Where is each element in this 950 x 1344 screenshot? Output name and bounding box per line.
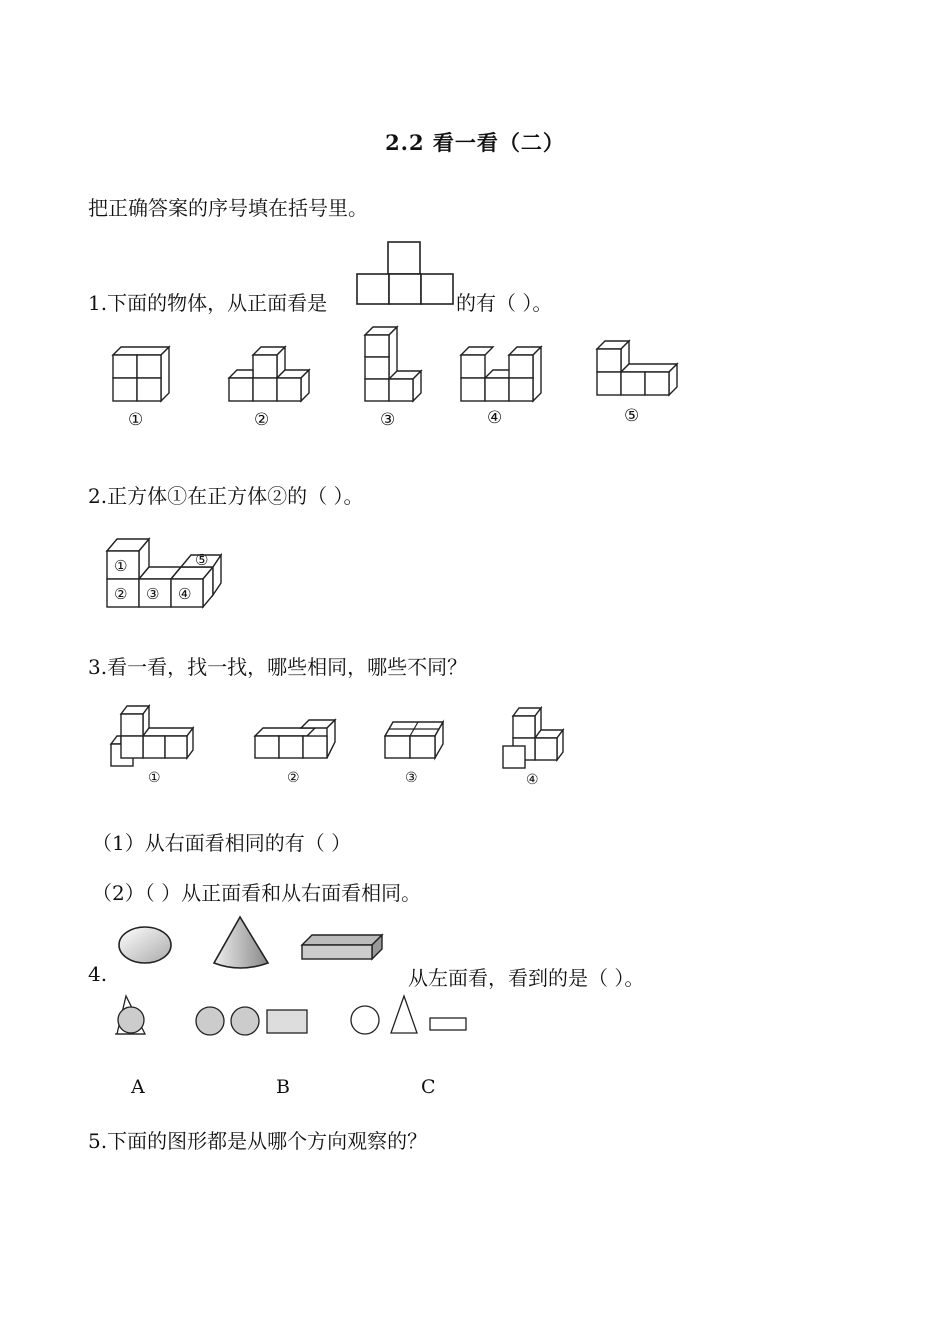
q1-suffix: 的有（ ）。 [456, 291, 553, 315]
q1-option-2-label: ② [254, 410, 270, 430]
q4-option-c-figure [351, 996, 466, 1034]
q1-front-view-figure [355, 240, 455, 306]
q4-sphere-icon [119, 927, 171, 963]
q4-options-figures [105, 990, 485, 1045]
q3-option-4-figure [503, 708, 563, 768]
q3-option-3-figure [385, 722, 443, 758]
q1-option-5-label: ⑤ [624, 406, 640, 426]
q4-prefix: 4. [88, 962, 108, 986]
q4-solids-figure [110, 915, 390, 975]
q1-options-figures [105, 325, 705, 435]
q3-sub1: （1）从右面看相同的有（ ） [92, 831, 352, 855]
q1-option-3-label: ③ [380, 410, 396, 430]
q4-option-a-figure [115, 996, 145, 1034]
q4-option-b-figure [196, 1007, 307, 1035]
q3-option-4-label: ④ [526, 772, 539, 788]
q1-option-1-figure [113, 347, 169, 401]
q3-option-2-figure [255, 720, 335, 758]
q3-options-figures [105, 700, 585, 775]
q2-cube-figure [103, 535, 233, 620]
q4-text: 从左面看，看到的是（ ）。 [408, 966, 645, 990]
q2-text: 2.正方体①在正方体②的（ ）。 [88, 484, 364, 508]
q3-option-3-label: ③ [405, 770, 418, 786]
q1-option-5-figure [597, 341, 677, 395]
q5-text: 5.下面的图形都是从哪个方向观察的？ [88, 1129, 428, 1153]
q3-option-1-figure [111, 706, 193, 766]
q4-option-b-label: B [276, 1076, 290, 1098]
q2-cube-label-1: ① [114, 557, 128, 575]
q3-text: 3.看一看，找一找，哪些相同，哪些不同？ [88, 655, 468, 679]
q4-option-a-label: A [131, 1076, 145, 1098]
q3-option-2-label: ② [287, 770, 300, 786]
q1-option-4-figure [461, 347, 541, 401]
q4-cone-icon [214, 917, 268, 968]
q1-option-1-label: ① [128, 410, 144, 430]
q4-box-icon [302, 935, 382, 959]
q2-cube-label-3: ③ [146, 585, 160, 603]
instruction: 把正确答案的序号填在括号里。 [88, 196, 368, 220]
q2-cube-label-4: ④ [178, 585, 192, 603]
q2-cube-label-2: ② [114, 585, 128, 603]
q1-prefix: 1.下面的物体，从正面看是 [88, 291, 328, 315]
q1-option-2-figure [229, 347, 309, 401]
q3-sub2: （2）（ ）从正面看和从右面看相同。 [92, 881, 422, 905]
page-title: 2.2 看一看（二） [385, 130, 565, 155]
q1-option-4-label: ④ [487, 408, 503, 428]
q1-option-3-figure [365, 327, 421, 401]
q4-option-c-label: C [421, 1076, 436, 1098]
q3-option-1-label: ① [148, 770, 161, 786]
q2-cube-label-5: ⑤ [195, 551, 209, 569]
